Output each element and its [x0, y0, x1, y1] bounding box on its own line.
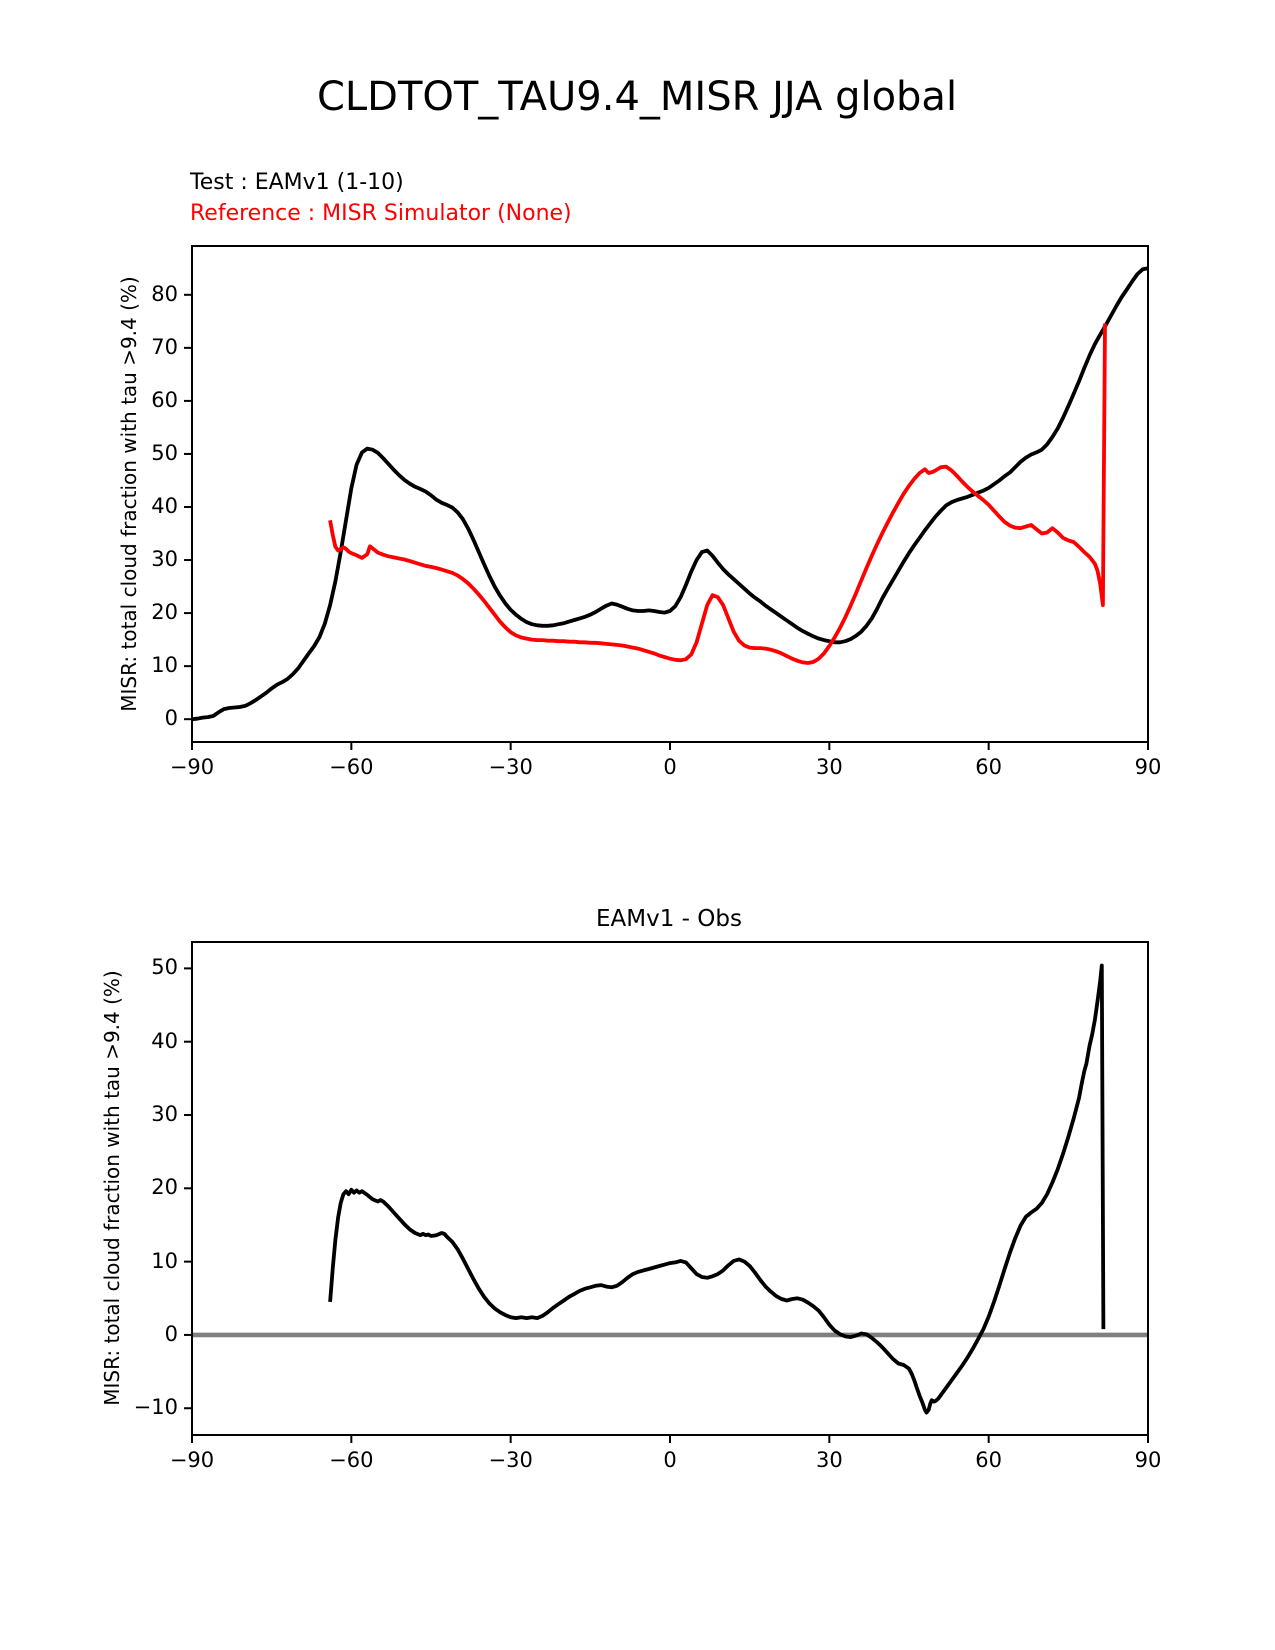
- x-tick-label: 30: [815, 755, 843, 779]
- y-tick-label: 50: [151, 440, 178, 465]
- figure-title: CLDTOT_TAU9.4_MISR JJA global: [316, 74, 958, 120]
- y-tick-label: 0: [164, 1321, 178, 1346]
- x-tick-label: −90: [169, 1448, 215, 1472]
- y-tick-label: 10: [151, 1248, 178, 1273]
- axes-box-0: [192, 246, 1148, 742]
- x-tick-label: 0: [663, 755, 677, 779]
- y-tick-label: 20: [151, 599, 178, 624]
- x-tick-label: 0: [663, 1448, 677, 1472]
- y-tick-label: 70: [151, 334, 178, 359]
- x-tick-label: 90: [1134, 755, 1162, 779]
- y-tick-label: 30: [151, 546, 178, 571]
- x-tick-label: 90: [1134, 1448, 1162, 1472]
- x-tick-label: 60: [975, 755, 1003, 779]
- series-line-0-1: [330, 324, 1105, 664]
- legend-reference-label: Reference : MISR Simulator (None): [190, 201, 572, 226]
- y-tick-label: 10: [151, 652, 178, 677]
- x-tick-label: −30: [488, 755, 533, 779]
- x-tick-label: 60: [975, 1448, 1003, 1472]
- y-tick-label: 20: [151, 1175, 178, 1200]
- top-plot-ylabel: MISR: total cloud fraction with tau >9.4 (%): [117, 276, 141, 712]
- y-tick-label: 50: [151, 955, 178, 980]
- y-tick-label: 0: [164, 705, 178, 730]
- y-tick-label: 80: [151, 281, 178, 306]
- series-line-0-0: [192, 268, 1148, 719]
- y-tick-label: 30: [151, 1101, 178, 1126]
- series-line-1-0: [330, 966, 1103, 1413]
- x-tick-label: 30: [815, 1448, 843, 1472]
- bottom-plot-ylabel: MISR: total cloud fraction with tau >9.4 (%): [100, 970, 124, 1406]
- bottom-plot-title: EAMv1 - Obs: [596, 906, 742, 932]
- legend-test-label: Test : EAMv1 (1-10): [190, 170, 404, 195]
- x-tick-label: −60: [329, 755, 374, 779]
- y-tick-label: −10: [133, 1395, 178, 1420]
- x-tick-label: −90: [169, 755, 215, 779]
- axes-box-1: [192, 942, 1148, 1435]
- y-tick-label: 40: [151, 1028, 178, 1053]
- x-tick-label: −30: [488, 1448, 533, 1472]
- y-tick-label: 60: [151, 387, 178, 412]
- x-tick-label: −60: [329, 1448, 374, 1472]
- y-tick-label: 40: [151, 493, 178, 518]
